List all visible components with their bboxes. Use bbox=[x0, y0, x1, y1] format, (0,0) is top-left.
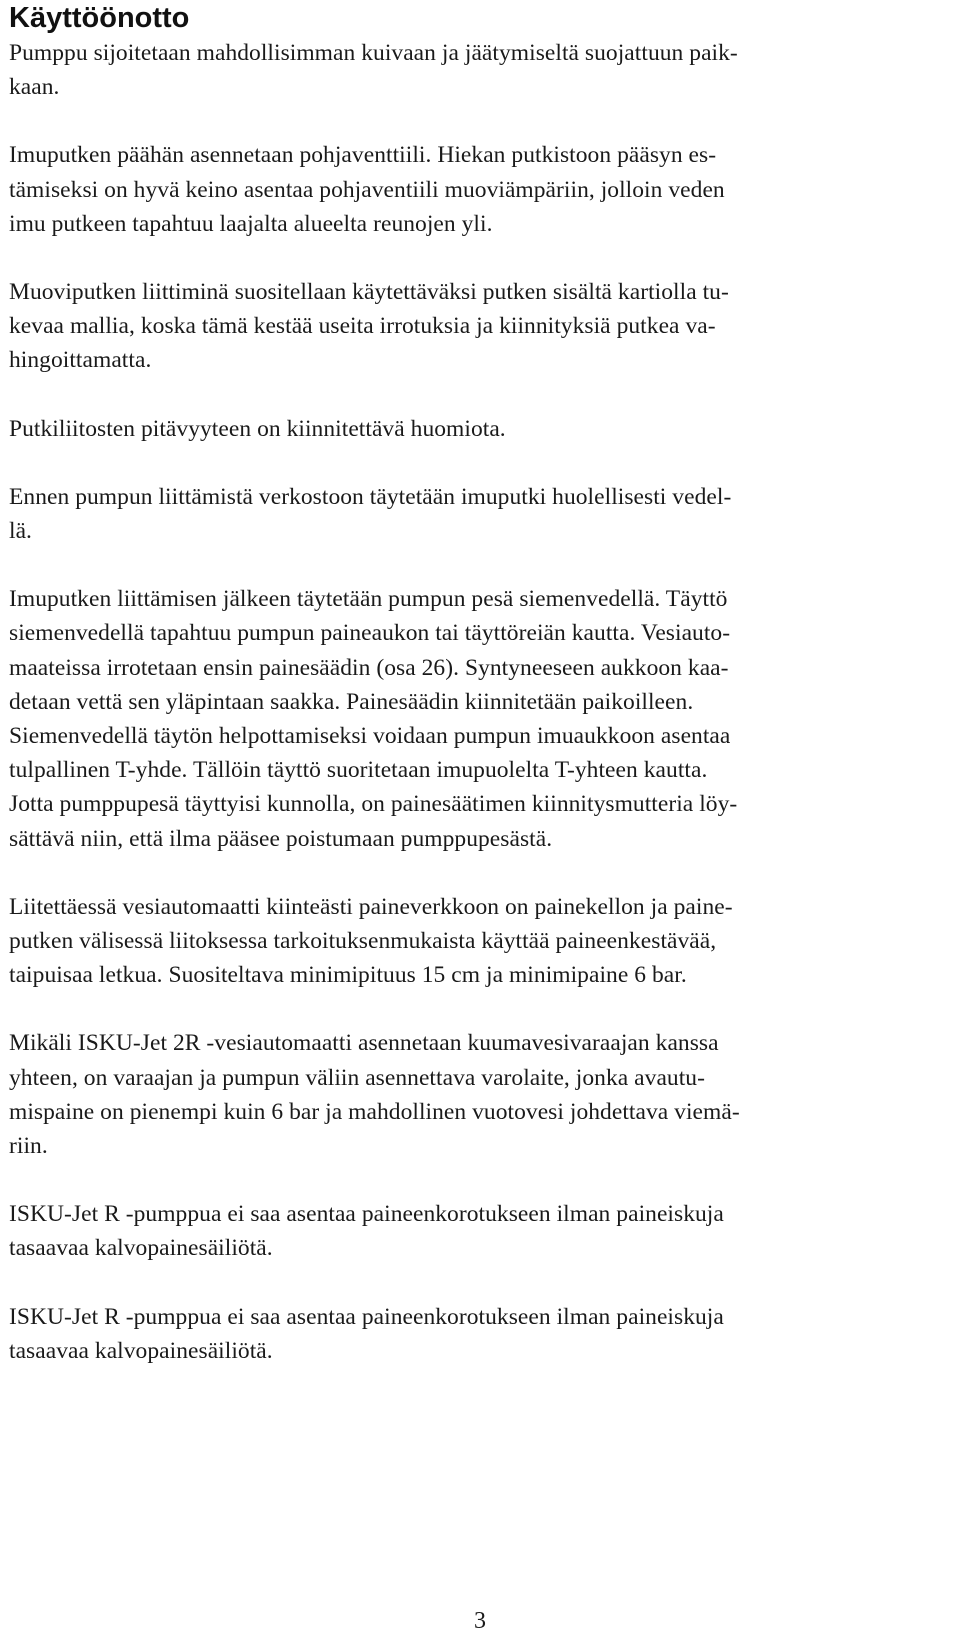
text-line: tasaavaa kalvopainesäiliötä. bbox=[9, 1235, 273, 1262]
document-page bbox=[9, 0, 954, 1402]
text-line: imu putkeen tapahtuu laajalta alueelta reunojen yli. bbox=[9, 210, 493, 237]
paragraph-hot-water-heater bbox=[9, 1026, 954, 1163]
text-line: Mikäli ISKU-Jet 2R -vesiautomaatti asennetaan kuumavesivaraajan kanssa bbox=[9, 1030, 719, 1057]
text-line: Siemenvedellä täytön helpottamiseksi voidaan pumpun imuaukkoon asentaa bbox=[9, 723, 731, 750]
text-line: Liitettäessä vesiautomaatti kiinteästi paineverkkoon on painekellon ja paine- bbox=[9, 893, 733, 920]
text-line: riin. bbox=[9, 1133, 48, 1160]
paragraph-joint-tightness bbox=[9, 412, 954, 446]
text-line: Ennen pumpun liittämistä verkostoon täytetään imuputki huolellisesti vedel- bbox=[9, 483, 732, 510]
text-line: Muoviputken liittiminä suositellaan käytettäväksi putken sisältä kartiolla tu- bbox=[9, 279, 729, 306]
text-line: Putkiliitosten pitävyyteen on kiinnitettävä huomiota. bbox=[9, 415, 506, 442]
paragraph-fill-suction-pipe bbox=[9, 480, 954, 548]
text-line: Imuputken päähän asennetaan pohjaventtiili. Hiekan putkistoon pääsyn es- bbox=[9, 142, 717, 169]
paragraph-pressure-tank-warning-repeat bbox=[9, 1300, 954, 1368]
paragraph-suction-pipe bbox=[9, 138, 954, 241]
text-line: putken välisessä liitoksessa tarkoituksenmukaista käyttää paineenkestävää, bbox=[9, 928, 717, 955]
text-line: hingoittamatta. bbox=[9, 347, 152, 374]
text-line: yhteen, on varaajan ja pumpun väliin asennettava varolaite, jonka avautu- bbox=[9, 1064, 705, 1091]
text-line: Imuputken liittämisen jälkeen täytetään pumpun pesä siemenvedellä. Täyttö bbox=[9, 586, 728, 613]
text-line: tämiseksi on hyvä keino asentaa pohjaventiili muoviämpäriin, jolloin veden bbox=[9, 176, 725, 203]
text-line: tulpallinen T-yhde. Tällöin täyttö suoritetaan imupuolelta T-yhteen kautta. bbox=[9, 757, 708, 784]
page-number: 3 bbox=[474, 1608, 486, 1634]
text-line: kaan. bbox=[9, 74, 60, 101]
paragraph-placement bbox=[9, 36, 954, 104]
paragraph-priming bbox=[9, 582, 954, 856]
text-line: lä. bbox=[9, 518, 32, 545]
text-line: sättävä niin, että ilma pääsee poistumaan pumppupesästä. bbox=[9, 825, 553, 852]
paragraph-pressure-tank-warning bbox=[9, 1197, 954, 1265]
paragraph-pressure-hose bbox=[9, 890, 954, 993]
text-line: taipuisaa letkua. Suositeltava minimipituus 15 cm ja minimipaine 6 bar. bbox=[9, 962, 687, 989]
section-heading: Käyttöönotto bbox=[9, 2, 190, 34]
text-line: mispaine on pienempi kuin 6 bar ja mahdollinen vuotovesi johdettava viemä- bbox=[9, 1098, 740, 1125]
text-line: Jotta pumppupesä täyttyisi kunnolla, on painesäätimen kiinnitysmutteria löy- bbox=[9, 791, 738, 818]
text-line: ISKU-Jet R -pumppua ei saa asentaa paineenkorotukseen ilman paineiskuja bbox=[9, 1303, 724, 1330]
text-line: maateissa irrotetaan ensin painesäädin (osa 26). Syntyneeseen aukkoon kaa- bbox=[9, 654, 729, 681]
text-line: kevaa mallia, koska tämä kestää useita irrotuksia ja kiinnityksiä putkea va- bbox=[9, 313, 716, 340]
text-line: detaan vettä sen yläpintaan saakka. Painesäädin kiinnitetään paikoilleen. bbox=[9, 688, 694, 715]
text-line: siemenvedellä tapahtuu pumpun paineaukon tai täyttöreiän kautta. Vesiauto- bbox=[9, 620, 731, 647]
text-line: tasaavaa kalvopainesäiliötä. bbox=[9, 1337, 273, 1364]
paragraph-plastic-pipe-fittings bbox=[9, 275, 954, 378]
text-line: ISKU-Jet R -pumppua ei saa asentaa paineenkorotukseen ilman paineiskuja bbox=[9, 1201, 724, 1228]
text-line: Pumppu sijoitetaan mahdollisimman kuivaan ja jäätymiseltä suojattuun paik- bbox=[9, 40, 738, 66]
